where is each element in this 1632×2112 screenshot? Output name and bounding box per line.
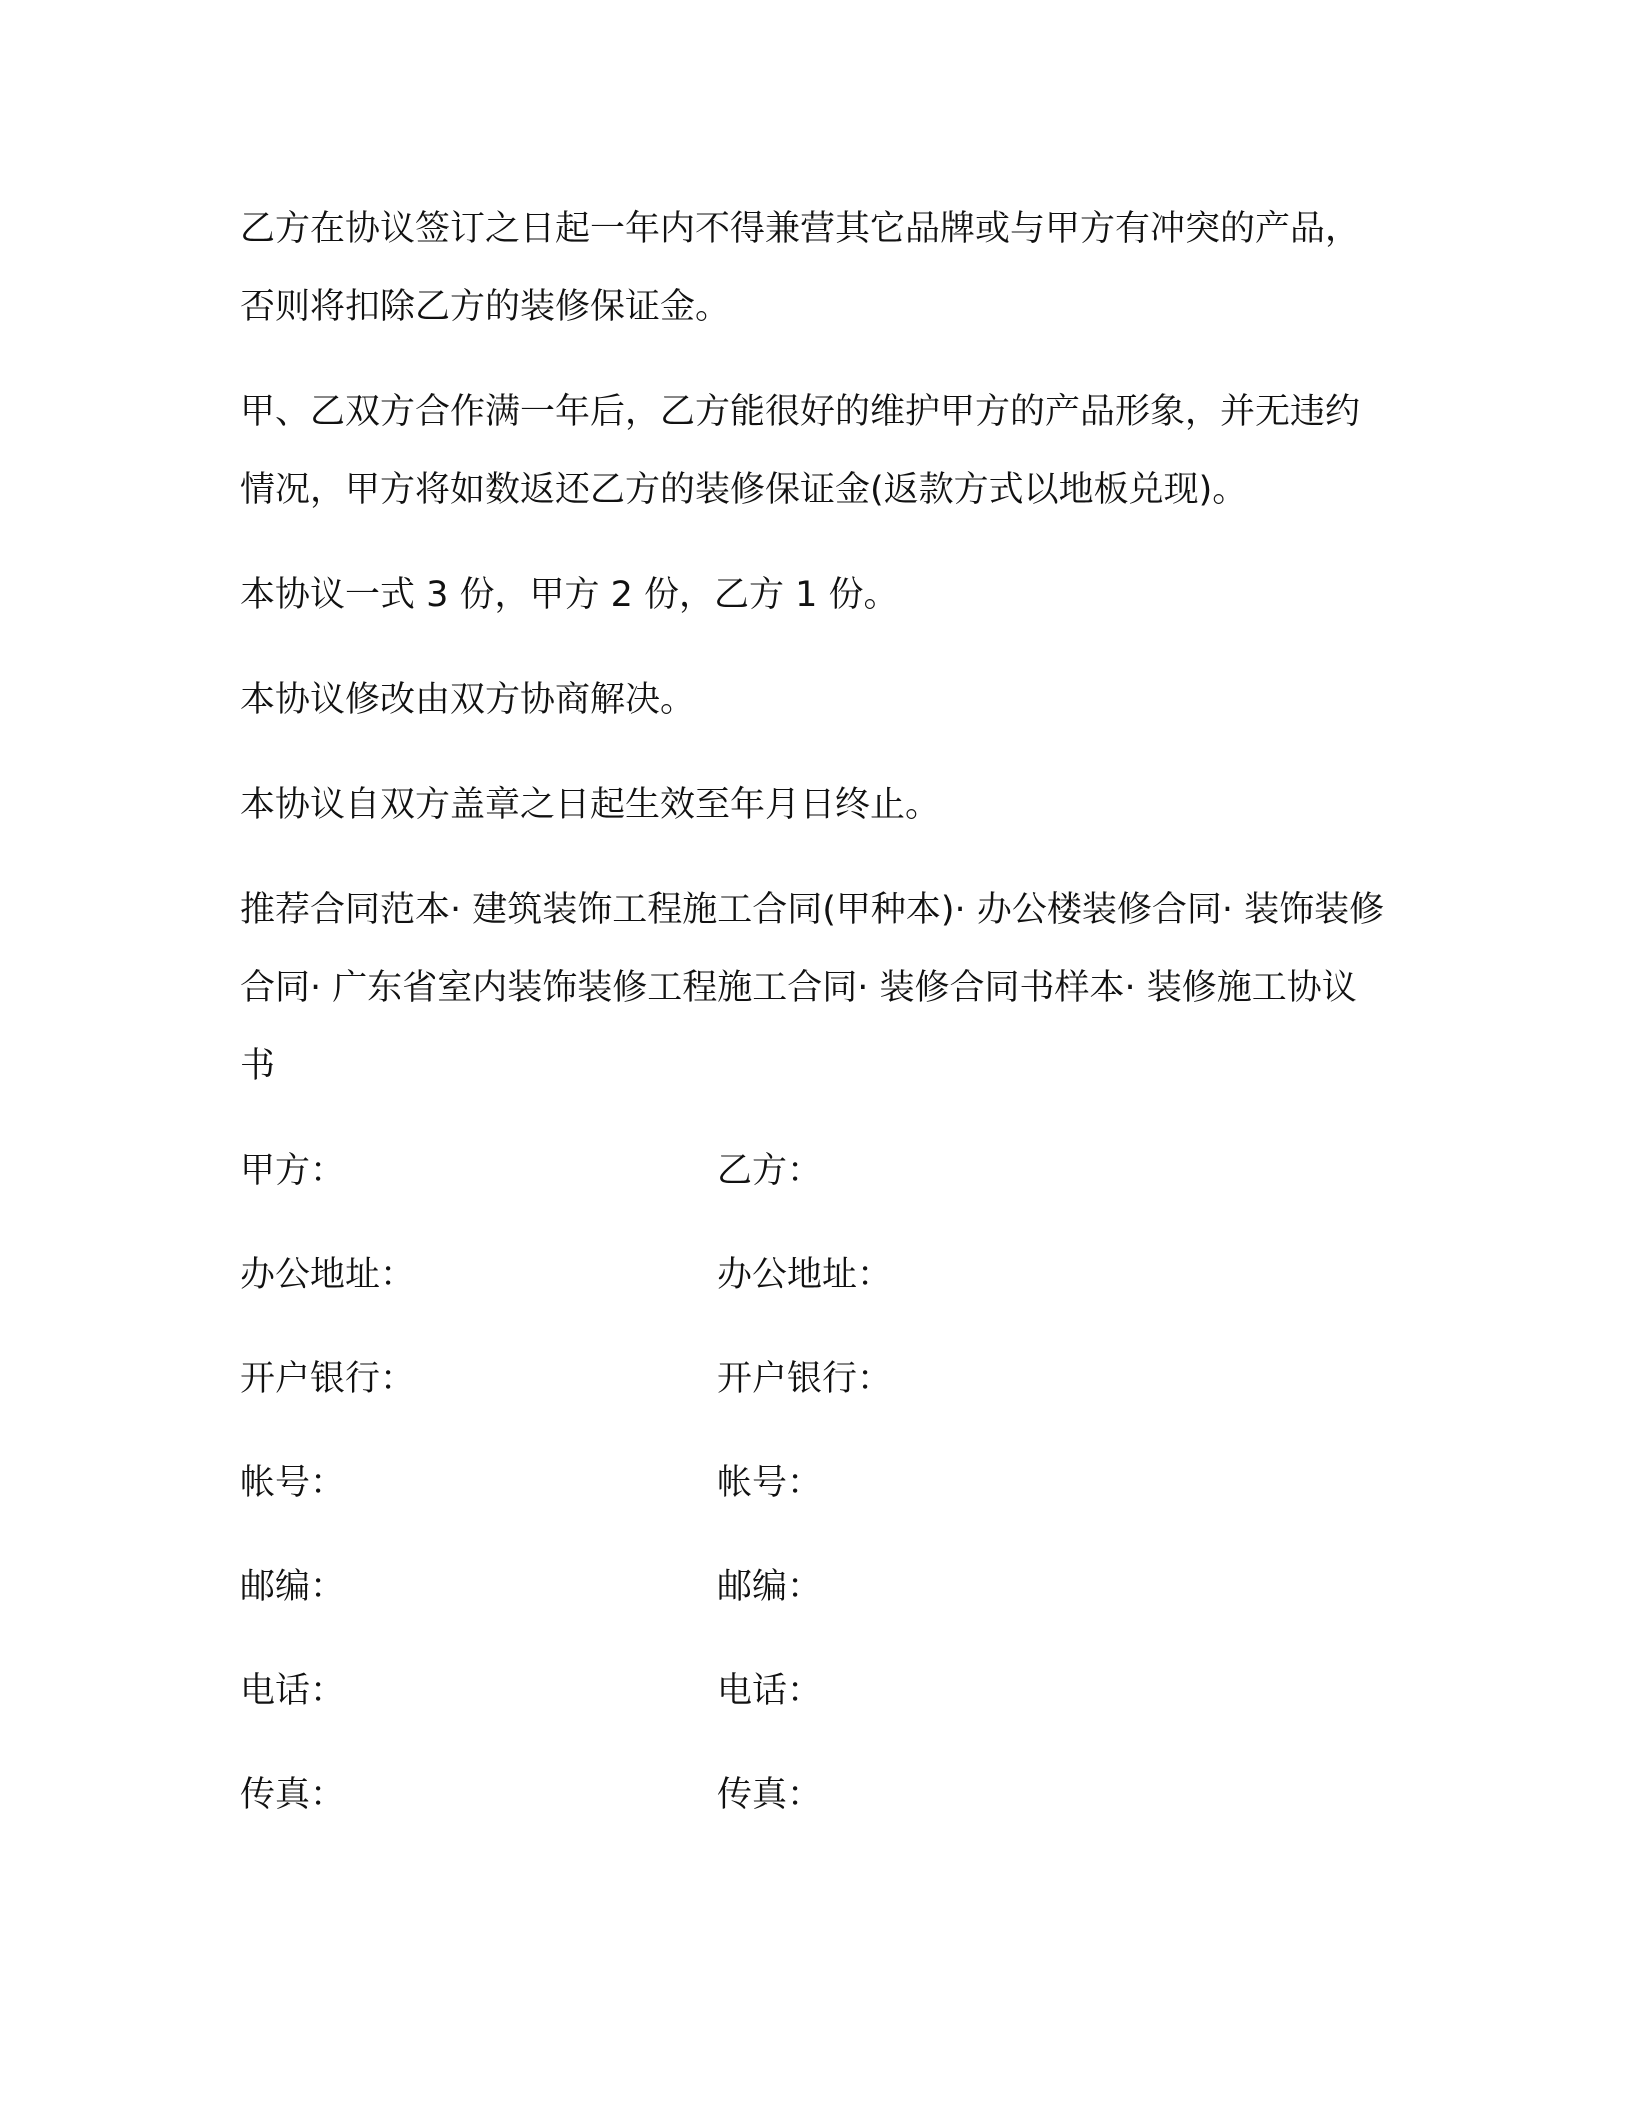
recommended-templates: 推荐合同范本· 建筑装饰工程施工合同(甲种本)· 办公楼装修合同· 装饰装修合同· 广东省室内装饰装修工程施工合同· 装修合同书样本· 装修施工协议书 — [240, 890, 1385, 1086]
party-b-phone-label: 电话： — [717, 1671, 823, 1711]
signature-row-address — [240, 1236, 1390, 1314]
clause-non-compete: 乙方在协议签订之日起一年内不得兼营其它品牌或与甲方有冲突的产品，否则将扣除乙方的装修保证金。 — [240, 209, 1361, 327]
signature-block — [240, 1132, 1390, 1834]
signature-row-bank — [240, 1340, 1390, 1418]
party-b-postcode-label: 邮编： — [717, 1567, 823, 1607]
party-a-phone-label: 电话： — [240, 1671, 346, 1711]
clause-amendment: 本协议修改由双方协商解决。 — [240, 680, 696, 720]
signature-row-party — [240, 1132, 1390, 1210]
signature-row-account — [240, 1444, 1390, 1522]
party-a-label: 甲方： — [240, 1151, 346, 1191]
clause-effective-date: 本协议自双方盖章之日起生效至年月日终止。 — [240, 785, 941, 825]
signature-row-phone — [240, 1652, 1390, 1730]
signature-row-fax — [240, 1756, 1390, 1834]
party-a-address-label: 办公地址： — [240, 1255, 416, 1295]
party-a-postcode-label: 邮编： — [240, 1567, 346, 1607]
party-a-account-label: 帐号： — [240, 1463, 346, 1503]
party-b-fax-label: 传真： — [717, 1775, 823, 1815]
party-a-bank-label: 开户银行： — [240, 1359, 416, 1399]
party-b-bank-label: 开户银行： — [717, 1359, 893, 1399]
clause-copies: 本协议一式 3 份，甲方 2 份，乙方 1 份。 — [240, 575, 899, 615]
document-body — [240, 190, 1390, 1860]
clause-deposit-return: 甲、乙双方合作满一年后，乙方能很好的维护甲方的产品形象，并无违约情况，甲方将如数返还乙方的装修保证金(返款方式以地板兑现)。 — [240, 392, 1361, 510]
party-b-label: 乙方： — [717, 1151, 823, 1191]
signature-row-postcode — [240, 1548, 1390, 1626]
party-a-fax-label: 传真： — [240, 1775, 346, 1815]
party-b-address-label: 办公地址： — [717, 1255, 893, 1295]
party-b-account-label: 帐号： — [717, 1463, 823, 1503]
